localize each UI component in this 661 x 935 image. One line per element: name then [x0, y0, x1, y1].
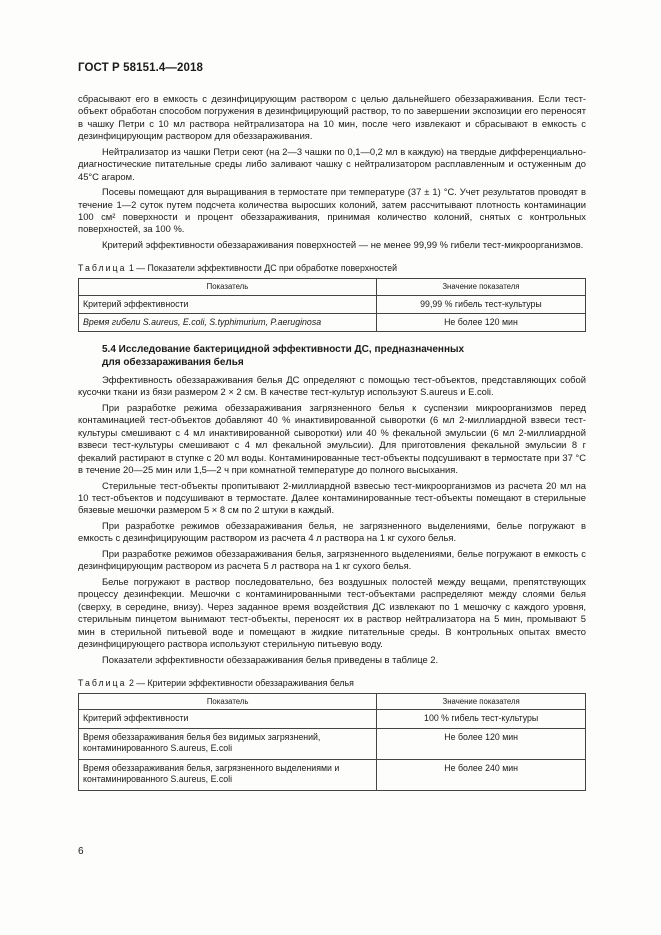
- table1: [78, 278, 586, 332]
- document-header: ГОСТ Р 58151.4—2018: [78, 62, 203, 74]
- table-row: [79, 295, 586, 313]
- paragraph: Показатели эффективности обеззараживания белья приведены в таблице 2.: [102, 653, 439, 665]
- table2-caption-label: Таблица: [78, 678, 127, 689]
- paragraph: Белье погружают в раствор последовательно, без воздушных полостей между вещами, препятствующих процессу дезинфекции. Мешочки с контаминированными тест-объектами распределяют между слоями белья (сверху, в середине, внизу). Через заданное время воздействия ДС извлекают по 1 мешочку с каждого уровня, стерильным пинцетом вынимают тест-объекты, переносят их в раствор нейтрализатора на 5 мин, промывают 5 мин в стерильной питьевой воде и помещают в жидкие питательные среды. В контрольных опытах вместо дезинфицирующего раствора используют стерильную питьевую воду.: [78, 576, 586, 650]
- section-heading: [78, 343, 586, 369]
- page-number: 6: [78, 846, 84, 857]
- table-cell: [79, 313, 377, 331]
- table-row: [79, 313, 586, 331]
- table-cell: Время обеззараживания белья без видимых загрязнений, контаминированного S.aureus, E.coli: [79, 728, 377, 759]
- paragraph: Посевы помещают для выращивания в термостате при температуре (37 ± 1) °С. Учет результатов проводят в течение 1—2 суток путем подсчета количества выросших колоний, затем рассчитывают плотность контаминации 100 см² поверхности и процент обеззараживания, принимая количество колоний, снятых с контрольных поверхностей, за 100 %.: [78, 186, 586, 235]
- table2: [78, 693, 586, 790]
- paragraph: Критерий эффективности обеззараживания поверхностей — не менее 99,99 % гибели тест-микроорганизмов.: [102, 239, 584, 251]
- organism-list: Время гибели S.aureus, E.coli, S.typhimurium, P.aeruginosa: [83, 316, 322, 327]
- paragraph: При разработке режимов обеззараживания белья, не загрязненного выделениями, белье погружают в емкость с дезинфицирующим раствором из расчета 4 л раствора на 1 кг сухого белья.: [78, 520, 586, 544]
- table-cell: 100 % гибель тест-культуры: [377, 710, 586, 728]
- paragraph: Стерильные тест-объекты пропитывают 2-миллиардной взвесью тест-микроорганизмов из расчета 20 мл на 10 тест-объектов и подсушивают в термостате. Далее контаминированные тест-объекты помещают в стерильные бязевые мешочки размером 5 × 8 см по 2 штуки в каждый.: [78, 479, 586, 516]
- paragraph: Эффективность обеззараживания белья ДС определяют с помощью тест-объектов, представляющих собой кусочки ткани из бязи размером 2 × 2 см. В качестве тест-культур используют S.aureus и E.coli.: [78, 374, 586, 398]
- table1-caption: [78, 262, 586, 274]
- table-header-row: [79, 694, 586, 710]
- table-cell: 99,99 % гибель тест-культуры: [376, 295, 585, 313]
- table-cell: Время обеззараживания белья, загрязненного выделениями и контаминированного S.aureus, E.coli: [79, 759, 377, 790]
- table2-caption-text: 2 — Критерии эффективности обеззараживания белья: [128, 678, 354, 689]
- table1-caption-label: Таблица: [78, 263, 127, 274]
- table-row: [79, 759, 586, 790]
- table2-caption: [78, 677, 586, 689]
- table-row: [79, 728, 586, 759]
- table-cell: Не более 240 мин: [377, 759, 586, 790]
- column-header: Показатель: [79, 279, 377, 295]
- page-content: [78, 93, 586, 791]
- table1-caption-text: 1 — Показатели эффективности ДС при обработке поверхностей: [128, 263, 398, 274]
- section-title-line: для обеззараживания белья: [102, 357, 244, 369]
- column-header: Показатель: [79, 694, 377, 710]
- table-cell: Критерий эффективности: [79, 710, 377, 728]
- table-cell: Не более 120 мин: [376, 313, 585, 331]
- paragraph: Нейтрализатор из чашки Петри сеют (на 2—3 чашки по 0,1—0,2 мл в каждую) на твердые дифференциально-диагностические питательные среды либо заливают чашку с нейтрализатором расплавленным и остуженным до 45°С агаром.: [78, 145, 586, 182]
- column-header: Значение показателя: [376, 279, 585, 295]
- table-row: [79, 710, 586, 728]
- table-cell: Критерий эффективности: [79, 295, 377, 313]
- paragraph: При разработке режима обеззараживания загрязненного белья к суспензии микроорганизмов перед контаминацией тест-объектов добавляют 40 % инактивированной сыворотки (6 мл 2-миллиардной взвеси тест-культуры смешивают с 4 мл инактивированной сыворотки) или 40 % фекальной эмульсии (6 мл 2-миллиардной взвеси тест-культуры смешивают с 4 мл фекальной эмульсии). Для приготовления фекальной эмульсии 8 г фекалий растирают в ступке с 20 мл воды. Контаминированные тест-объекты подсушивают в термостате при 37 °С в течение 20—25 мин или 1,5—2 ч при комнатной температуре до полного высыхания.: [78, 402, 586, 476]
- column-header: Значение показателя: [377, 694, 586, 710]
- paragraph: сбрасывают его в емкость с дезинфицирующим раствором с целью дальнейшего обеззараживания. Если тест-объект обработан способом погружения в дезинфицирующий раствор, то по завершении экспозиции его переносят в чашку Петри с 10 мл раствора нейтрализатора на 10 мин, после чего извлекают и сбрасывают в емкость с дезинфицирующим раствором для обеззараживания.: [78, 93, 586, 142]
- paragraph: При разработке режимов обеззараживания белья, загрязненного выделениями, белье погружают в емкость с дезинфицирующим раствором из расчета 5 л раствора на 1 кг сухого белья.: [78, 548, 586, 572]
- table-header-row: [79, 279, 586, 295]
- table-cell: Не более 120 мин: [377, 728, 586, 759]
- section-title-line: 5.4 Исследование бактерицидной эффективности ДС, предназначенных: [102, 344, 465, 356]
